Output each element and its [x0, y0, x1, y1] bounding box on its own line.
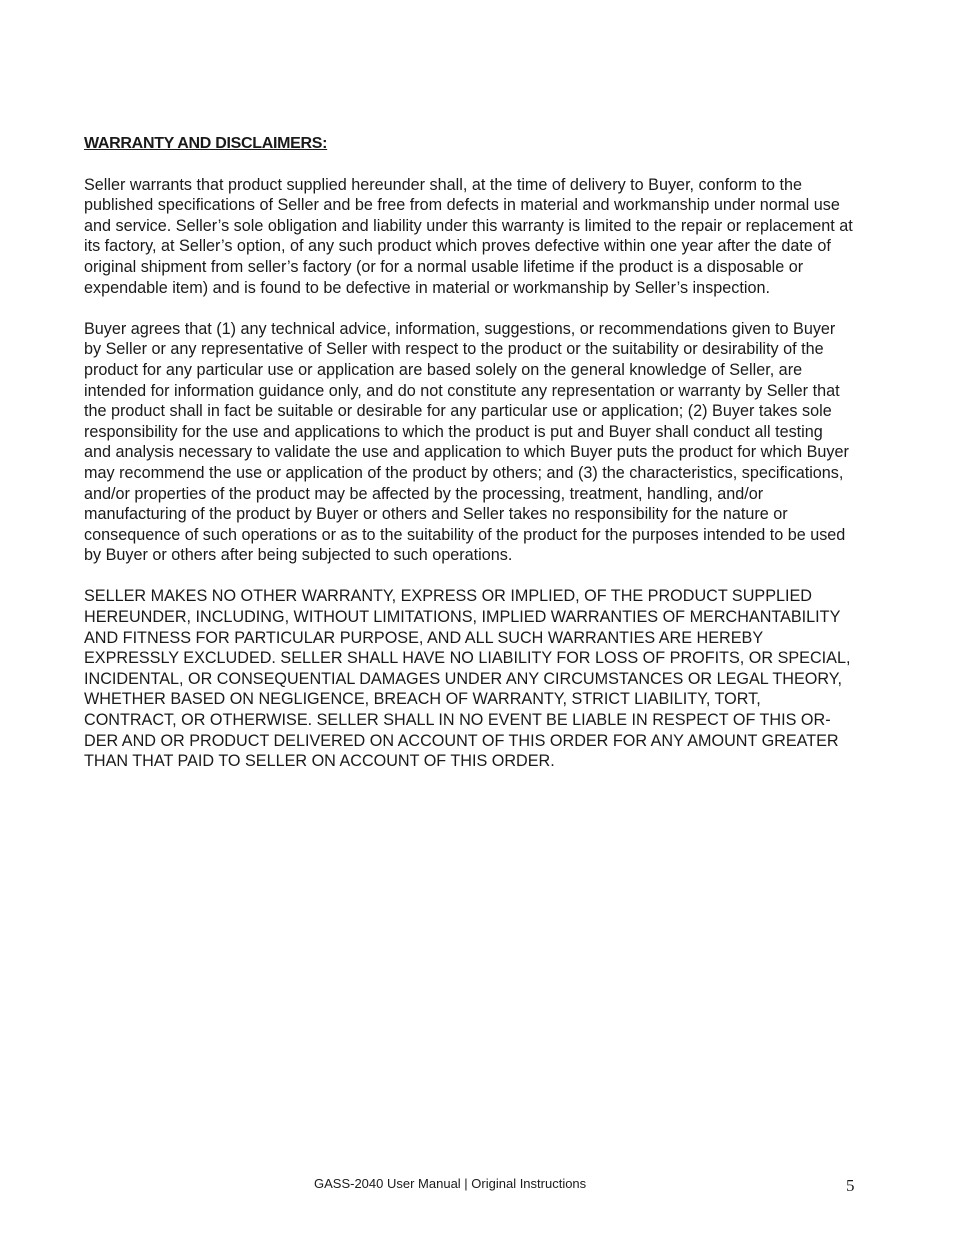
paragraph-line: published specifications of Seller and be free from defects in material and workmanship under normal use: [84, 196, 840, 215]
page-footer: [0, 1176, 954, 1196]
paragraph-line: THAN THAT PAID TO SELLER ON ACCOUNT OF THIS ORDER.: [84, 752, 555, 771]
paragraph-seller-warranty: [84, 175, 900, 299]
paragraph-line: may recommend the use or application of the product by others; and (3) the characteristics, specifications,: [84, 463, 844, 482]
paragraph-line: and service. Seller’s sole obligation and liability under this warranty is limited to the repair or replacement at: [84, 216, 853, 235]
paragraph-line: by Seller or any representative of Seller with respect to the product or the suitability or desirability of the: [84, 340, 824, 359]
paragraph-line: SELLER MAKES NO OTHER WARRANTY, EXPRESS OR IMPLIED, OF THE PRODUCT SUPPLIED: [84, 587, 812, 606]
paragraph-line: INCIDENTAL, OR CONSEQUENTIAL DAMAGES UNDER ANY CIRCUMSTANCES OR LEGAL THEORY,: [84, 669, 842, 688]
paragraph-line: Buyer agrees that (1) any technical advice, information, suggestions, or recommendations given to Buyer: [84, 319, 836, 338]
paragraph-line: intended for information guidance only, and do not constitute any representation or warranty by Seller that: [84, 381, 840, 400]
paragraph-line: expendable item) and is found to be defective in material or workmanship by Seller’s inspection.: [84, 278, 770, 297]
paragraph-line: CONTRACT, OR OTHERWISE. SELLER SHALL IN NO EVENT BE LIABLE IN RESPECT OF THIS OR-: [84, 711, 831, 730]
paragraph-line: product for any particular use or application are based solely on the general knowledge of Seller, are: [84, 360, 803, 379]
paragraph-line: consequence of such operations or as to the suitability of the product for the purposes intended to be used: [84, 525, 846, 544]
document-body: [84, 134, 900, 792]
paragraph-buyer-agreement: [84, 319, 900, 566]
paragraph-line: HEREUNDER, INCLUDING, WITHOUT LIMITATIONS, IMPLIED WARRANTIES OF MERCHANTABILITY: [84, 608, 841, 627]
paragraph-line: the product shall in fact be suitable or desirable for any particular use or application; (2) Buyer takes sole: [84, 402, 832, 421]
paragraph-line: Seller warrants that product supplied hereunder shall, at the time of delivery to Buyer, conform to the: [84, 175, 803, 194]
footer-text: GASS-2040 User Manual | Original Instructions: [314, 1176, 587, 1191]
page-number: 5: [846, 1176, 855, 1195]
paragraph-line: its factory, at Seller’s option, of any such product which proves defective within one year after the date of: [84, 237, 831, 256]
paragraph-line: manufacturing of the product by Buyer or others and Seller takes no responsibility for the nature or: [84, 505, 788, 524]
paragraph-line: DER AND OR PRODUCT DELIVERED ON ACCOUNT OF THIS ORDER FOR ANY AMOUNT GREATER: [84, 731, 839, 750]
paragraph-line: by Buyer or others after being subjected to such operations.: [84, 546, 513, 565]
paragraph-line: WHETHER BASED ON NEGLIGENCE, BREACH OF WARRANTY, STRICT LIABILITY, TORT,: [84, 690, 761, 709]
paragraph-line: and analysis necessary to validate the use and application to which Buyer puts the product for which Buyer: [84, 443, 849, 462]
paragraph-line: and/or properties of the product may be affected by the processing, treatment, handling, and/or: [84, 484, 764, 503]
paragraph-line: EXPRESSLY EXCLUDED. SELLER SHALL HAVE NO LIABILITY FOR LOSS OF PROFITS, OR SPECIAL,: [84, 649, 851, 668]
paragraph-line: original shipment from seller’s factory (or for a normal usable lifetime if the product is a disposable or: [84, 257, 804, 276]
paragraph-disclaimer: [84, 586, 900, 771]
paragraph-line: responsibility for the use and applications to which the product is put and Buyer shall conduct all testing: [84, 422, 823, 441]
section-heading: WARRANTY AND DISCLAIMERS:: [84, 135, 328, 152]
paragraph-line: AND FITNESS FOR PARTICULAR PURPOSE, AND ALL SUCH WARRANTIES ARE HEREBY: [84, 628, 764, 647]
